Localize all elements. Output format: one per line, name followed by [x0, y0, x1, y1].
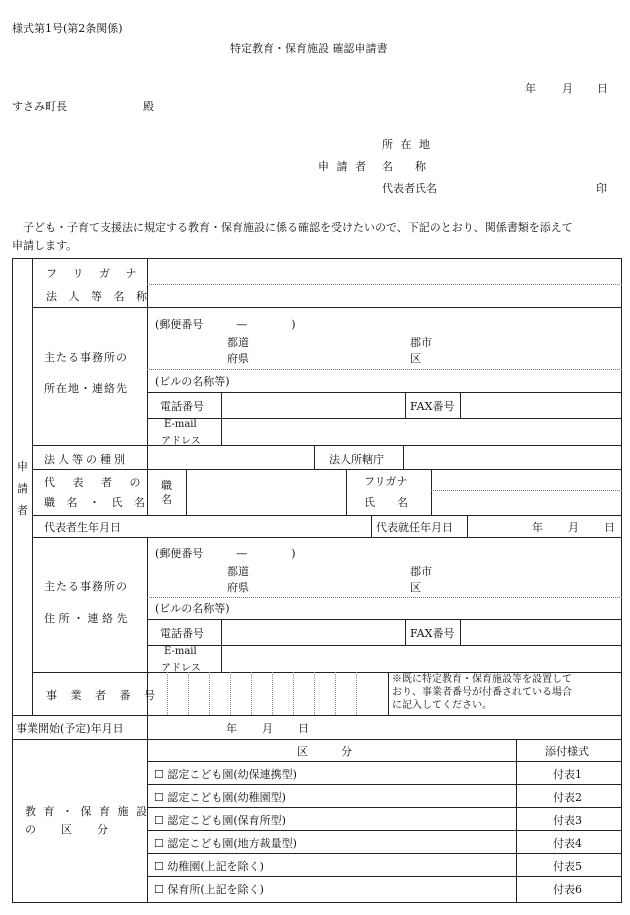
side-label-3: 者: [17, 504, 28, 517]
facility-type-row[interactable]: [154, 766, 297, 782]
date-year: 年: [525, 82, 536, 95]
office2-fuken: 府県: [227, 581, 249, 594]
office-email-label-1: E-mail: [164, 419, 197, 430]
office2-email-label-2: アドレス: [161, 663, 201, 674]
rep-label-2: 職 名 ・ 氏 名: [44, 496, 149, 509]
office2-gunshi: 郡市: [410, 565, 432, 578]
office2-ku: 区: [410, 581, 421, 594]
rep-inaug-year: 年: [532, 521, 543, 534]
rep-birth-label: 代表者生年月日: [44, 521, 121, 534]
addressee: すさみ町長: [12, 100, 67, 113]
facility-label-1: 教 育 ・ 保 育 施 設: [25, 805, 149, 818]
document-title: 特定教育・保育施設 確認申請書: [230, 42, 388, 55]
office-email-label-2: アドレス: [161, 436, 201, 447]
office2-label-2: 住 所 ・ 連 絡 先: [44, 612, 128, 625]
authority-label: 法人所轄庁: [329, 453, 384, 466]
office2-postal: (郵便番号 — ): [155, 547, 296, 560]
rep-inaug-day: 日: [604, 521, 615, 534]
facility-type-row[interactable]: [154, 881, 264, 897]
start-date-day: 日: [298, 722, 309, 735]
office2-phone-label: 電話番号: [160, 627, 204, 640]
business-number-label: 事 業 者 番 号: [46, 689, 160, 702]
checkbox-icon[interactable]: ☐: [154, 814, 164, 827]
seal-mark: 印: [596, 182, 607, 195]
rep-shoku-1: 職: [161, 479, 172, 492]
facility-type-form: 付表3: [553, 814, 582, 827]
date-day: 日: [597, 82, 608, 95]
business-number-note-2: おり、事業者番号が付番されている場合: [392, 687, 572, 698]
side-label-1: 申: [17, 460, 28, 473]
facility-type-form: 付表6: [553, 883, 582, 896]
office-postal: (郵便番号 — ): [155, 318, 296, 331]
facility-type-form: 付表5: [553, 860, 582, 873]
corp-name-label: 法 人 等 名 称: [46, 290, 151, 303]
form-number: 様式第1号(第2条関係): [12, 22, 123, 35]
facility-label-2: の 区 分: [25, 823, 109, 836]
facility-type-label: 認定こども園(保育所型): [167, 814, 286, 827]
start-date-month: 月: [262, 722, 273, 735]
facility-type-label: 幼稚園(上記を除く): [167, 860, 264, 873]
office-building: (ビルの名称等): [155, 375, 230, 388]
corp-type-label: 法人等の種別: [44, 453, 128, 466]
start-date-label: 事業開始(予定)年月日: [16, 722, 124, 735]
office-todofuken: 都道: [227, 336, 249, 349]
date-month: 月: [562, 82, 573, 95]
applicant-address-label: 所 在 地: [382, 138, 432, 151]
checkbox-icon[interactable]: ☐: [154, 791, 164, 804]
business-number-note-3: に記入してください。: [392, 700, 492, 711]
start-date-year: 年: [226, 722, 237, 735]
office-ku: 区: [410, 352, 421, 365]
intro-text-line1: 子ども・子育て支援法に規定する教育・保育施設に係る確認を受けたいので、下記のとおり、関係書類を添えて: [12, 221, 573, 234]
facility-type-row[interactable]: [154, 789, 286, 805]
office2-fax-label: FAX番号: [410, 627, 455, 640]
facility-type-label: 認定こども園(幼稚園型): [167, 791, 286, 804]
rep-inaug-label: 代表就任年月日: [376, 521, 453, 534]
office-fuken: 府県: [227, 352, 249, 365]
furigana-label: フ リ ガ ナ: [46, 267, 143, 280]
intro-text-line2: 申請します。: [12, 239, 78, 252]
facility-type-label: 認定こども園(幼保連携型): [167, 768, 297, 781]
facility-type-row[interactable]: [154, 858, 264, 874]
checkbox-icon[interactable]: ☐: [154, 860, 164, 873]
facility-type-row[interactable]: [154, 835, 297, 851]
office2-building: (ビルの名称等): [155, 602, 230, 615]
applicant-label: 申 請 者: [318, 160, 368, 173]
facility-type-form: 付表2: [553, 791, 582, 804]
office2-email-label-1: E-mail: [164, 646, 197, 657]
office-gunshi: 郡市: [410, 336, 432, 349]
checkbox-icon[interactable]: ☐: [154, 883, 164, 896]
facility-type-form: 付表4: [553, 837, 582, 850]
addressee-honorific: 殿: [143, 100, 154, 113]
checkbox-icon[interactable]: ☐: [154, 768, 164, 781]
facility-type-row[interactable]: [154, 812, 286, 828]
rep-label-1: 代 表 者 の: [44, 476, 148, 489]
facility-type-form: 付表1: [553, 768, 582, 781]
rep-inaug-month: 月: [568, 521, 579, 534]
facility-type-label: 保育所(上記を除く): [167, 883, 264, 896]
side-label-2: 請: [17, 482, 28, 495]
office2-todofuken: 都道: [227, 565, 249, 578]
office-fax-label: FAX番号: [410, 400, 455, 413]
rep-shoku-2: 名: [161, 493, 172, 506]
kubun-header: 区 分: [297, 745, 352, 758]
office-label-2: 所在地・連絡先: [44, 382, 128, 395]
applicant-name-label: 名 称: [382, 160, 426, 173]
attach-header: 添付様式: [545, 745, 589, 758]
rep-name-label: 氏 名: [364, 496, 408, 509]
office2-label-1: 主たる事務所の: [44, 580, 128, 593]
office-phone-label: 電話番号: [160, 400, 204, 413]
checkbox-icon[interactable]: ☐: [154, 837, 164, 850]
applicant-rep-label: 代表者氏名: [382, 182, 437, 195]
business-number-note-1: ※既に特定教育・保育施設等を設置して: [392, 674, 572, 685]
rep-furigana-label: フリガナ: [364, 475, 408, 488]
facility-type-label: 認定こども園(地方裁量型): [167, 837, 297, 850]
office-label-1: 主たる事務所の: [44, 351, 128, 364]
